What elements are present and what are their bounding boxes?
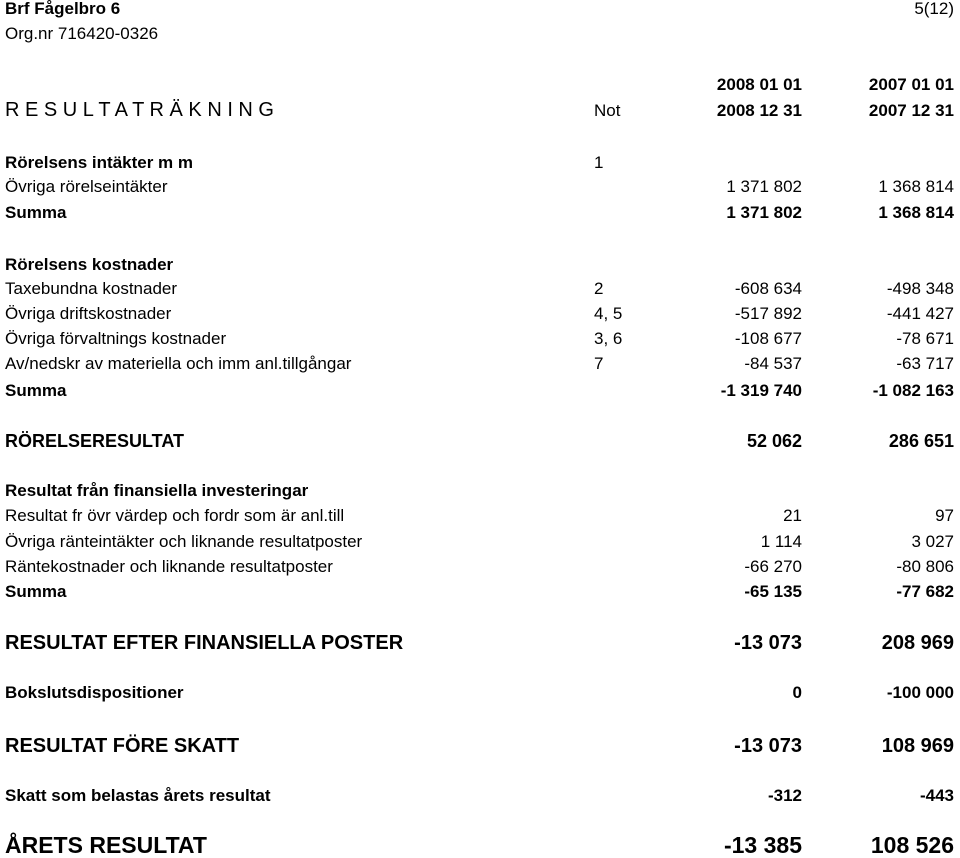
row-prior-value: -77 682 xyxy=(896,582,954,601)
row-note: 2 xyxy=(594,279,604,298)
row-current-value: 1 371 802 xyxy=(726,203,802,222)
period-prior-end: 2007 12 31 xyxy=(868,101,954,120)
statement-title: R E S U L T A T R Ä K N I N G xyxy=(5,99,274,121)
row-prior-value: 108 526 xyxy=(870,832,954,858)
row-note: 3, 6 xyxy=(594,329,623,348)
row-prior-value: -443 xyxy=(919,786,954,805)
appropriations-label: Bokslutsdispositioner xyxy=(5,683,184,702)
row-prior-value: -441 427 xyxy=(886,304,954,323)
row-current-value: -66 270 xyxy=(744,557,802,576)
row-prior-value: 108 969 xyxy=(881,735,954,757)
row-current-value: 0 xyxy=(792,683,802,702)
row-prior-value: 3 027 xyxy=(911,532,954,551)
row-prior-value: 1 368 814 xyxy=(878,203,954,222)
period-current-start: 2008 01 01 xyxy=(716,75,802,94)
row-label: Taxebundna kostnader xyxy=(5,279,178,298)
row-prior-value: 208 969 xyxy=(881,632,954,654)
row-label: Övriga driftskostnader xyxy=(5,304,172,323)
row-prior-value: -498 348 xyxy=(886,279,954,298)
row-current-value: -608 634 xyxy=(734,279,802,298)
row-current-value: 1 114 xyxy=(760,532,802,551)
row-current-value: -517 892 xyxy=(734,304,802,323)
tax-label: Skatt som belastas årets resultat xyxy=(5,786,271,805)
row-note: 4, 5 xyxy=(594,304,623,323)
row-prior-value: -78 671 xyxy=(896,329,954,348)
note-column-header: Not xyxy=(594,101,621,120)
period-prior-start: 2007 01 01 xyxy=(868,75,954,94)
org-number: Org.nr 716420-0326 xyxy=(5,24,159,43)
row-current-value: -312 xyxy=(767,786,802,805)
row-current-value: -13 073 xyxy=(734,735,802,757)
row-current-value: -13 385 xyxy=(723,832,802,858)
row-note: 7 xyxy=(594,354,604,373)
operating-result-label: RÖRELSERESULTAT xyxy=(5,431,184,451)
row-prior-value: -1 082 163 xyxy=(872,381,954,400)
row-label: Övriga ränteintäkter och liknande resultatposter xyxy=(5,532,363,551)
section-heading-financial: Resultat från finansiella investeringar xyxy=(5,481,309,500)
row-current-value: -84 537 xyxy=(744,354,802,373)
row-prior-value: -63 717 xyxy=(896,354,954,373)
net-result-label: ÅRETS RESULTAT xyxy=(5,832,207,858)
row-label: Av/nedskr av materiella och imm anl.tillgångar xyxy=(5,354,352,373)
period-current-end: 2008 12 31 xyxy=(716,101,802,120)
row-current-value: 21 xyxy=(783,506,802,525)
row-current-value: 52 062 xyxy=(746,431,802,451)
row-current-value: -13 073 xyxy=(734,632,802,654)
result-after-financial-label: RESULTAT EFTER FINANSIELLA POSTER xyxy=(5,632,404,654)
row-current-value: -108 677 xyxy=(734,329,802,348)
page-number: 5(12) xyxy=(914,0,954,18)
row-prior-value: 286 651 xyxy=(888,431,954,451)
row-prior-value: 97 xyxy=(935,506,954,525)
section-heading-operating-costs: Rörelsens kostnader xyxy=(5,255,174,274)
row-label-sum: Summa xyxy=(5,203,67,222)
row-prior-value: -100 000 xyxy=(886,683,954,702)
row-label-sum: Summa xyxy=(5,582,67,601)
row-prior-value: 1 368 814 xyxy=(878,177,954,196)
result-before-tax-label: RESULTAT FÖRE SKATT xyxy=(5,735,240,757)
company-name: Brf Fågelbro 6 xyxy=(5,0,121,18)
row-current-value: 1 371 802 xyxy=(726,177,802,196)
row-current-value: -65 135 xyxy=(744,582,802,601)
row-prior-value: -80 806 xyxy=(896,557,954,576)
row-label-sum: Summa xyxy=(5,381,67,400)
row-label: Övriga förvaltnings kostnader xyxy=(5,329,227,348)
row-current-value: -1 319 740 xyxy=(720,381,802,400)
row-label: Övriga rörelseintäkter xyxy=(5,177,168,196)
section-heading-operating-income: Rörelsens intäkter m m xyxy=(5,153,194,172)
row-note: 1 xyxy=(594,153,604,172)
row-label: Räntekostnader och liknande resultatposter xyxy=(5,557,333,576)
row-label: Resultat fr övr värdep och fordr som är anl.till xyxy=(5,506,345,525)
